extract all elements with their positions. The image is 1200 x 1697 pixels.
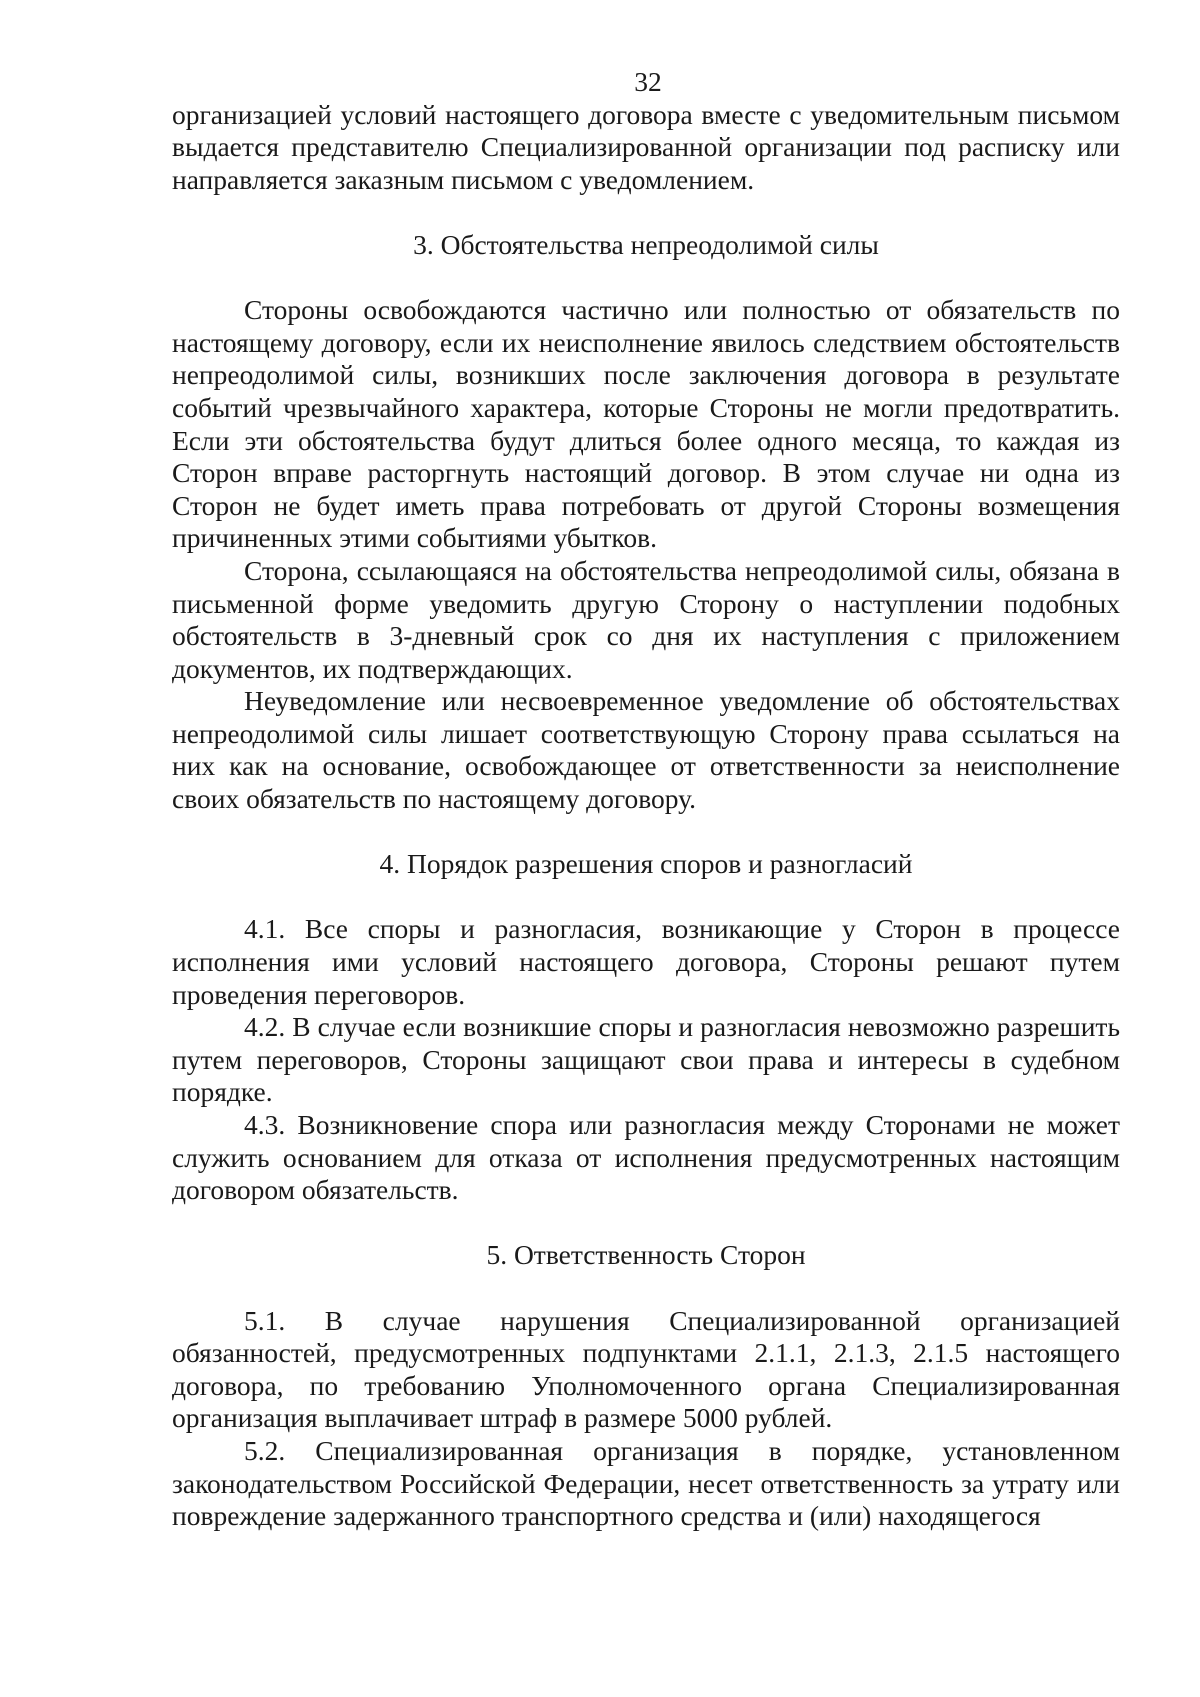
spacer [172, 196, 1120, 229]
section-5-paragraph-2: 5.2. Специализированная организация в порядке, установленном законодательством Российской Федерации, несет ответственность за утрату или повреждение задержанного транспортного средства и (или) находящегося [172, 1434, 1120, 1532]
spacer [172, 1207, 1120, 1240]
section-3-paragraph-1: Стороны освобождаются частично или полностью от обязательств по настоящему договору, если их неисполнение явилось следствием обстоятельств непреодолимой силы, возникших после заключения договора в результате событий чрезвычайного характера, которые Стороны не могли предотвратить. Если эти обстоятельства будут длиться более одного месяца, то каждая из Сторон вправе расторгнуть настоящий договор. В этом случае ни одна из Сторон не будет иметь права потребовать от другой Стороны возмещения причиненных этими событиями убытков. [172, 294, 1120, 554]
spacer [172, 816, 1120, 849]
section-3-paragraph-2: Сторона, ссылающаяся на обстоятельства непреодолимой силы, обязана в письменной форме уведомить другую Сторону о наступлении подобных обстоятельств в 3-дневный срок со дня их наступления с приложением документов, их подтверждающих. [172, 554, 1120, 684]
section-4-paragraph-3: 4.3. Возникновение спора или разногласия между Сторонами не может служить основанием для отказа от исполнения предусмотренных настоящим договором обязательств. [172, 1109, 1120, 1206]
document-body [172, 66, 1120, 1533]
intro-paragraph: организацией условий настоящего договора вместе с уведомительным письмом выдается представителю Специализированной организации под расписку или направляется заказным письмом с уведомлением. [172, 98, 1120, 195]
section-4-heading: 4. Порядок разрешения споров и разногласий [379, 848, 913, 880]
page-number: 32 [634, 66, 662, 97]
section-3-paragraph-3: Неуведомление или несвоевременное уведомление об обстоятельствах непреодолимой силы лишает соответствующую Сторону права ссылаться на них как на основание, освобождающее от ответственности за неисполнение своих обязательств по настоящему договору. [172, 685, 1120, 815]
spacer [172, 262, 1120, 295]
spacer [172, 881, 1120, 914]
section-4-paragraph-2: 4.2. В случае если возникшие споры и разногласия невозможно разрешить путем переговоров, Стороны защищают свои права и интересы в судебном порядке. [172, 1011, 1120, 1108]
section-3-heading: 3. Обстоятельства непреодолимой силы [413, 228, 879, 260]
section-4-paragraph-1: 4.1. Все споры и разногласия, возникающие у Сторон в процессе исполнения ими условий настоящего договора, Стороны решают путем проведения переговоров. [172, 913, 1120, 1010]
section-5-heading: 5. Ответственность Сторон [486, 1239, 806, 1271]
spacer [172, 1272, 1120, 1305]
section-5-paragraph-1: 5.1. В случае нарушения Специализированной организацией обязанностей, предусмотренных подпунктами 2.1.1, 2.1.3, 2.1.5 настоящего договора, по требованию Уполномоченного органа Специализированная организация выплачивает штраф в размере 5000 рублей. [172, 1304, 1120, 1434]
